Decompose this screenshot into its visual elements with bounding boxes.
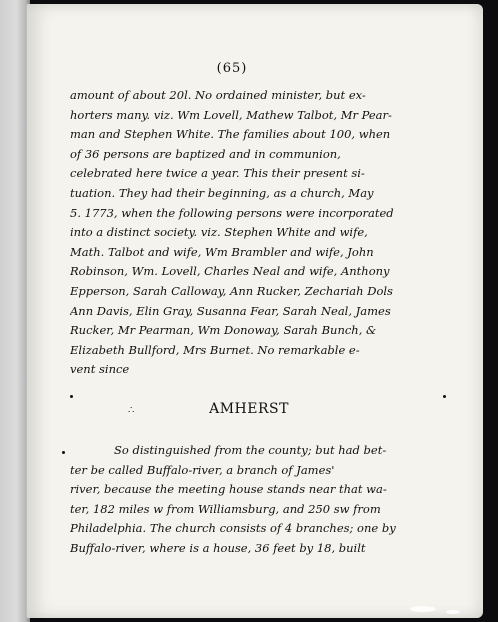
section-heading: AMHERST [209,401,289,417]
text-line: So distinguished from the county; but had bet- [114,443,387,457]
paper-scuff [410,606,436,612]
text-line: ter be called Buffalo-river, a branch of James' [70,462,335,477]
text-line: 5. 1773, when the following persons were incorporated [70,205,394,220]
text-line: amount of about 20l. No ordained minister, but ex- [70,88,366,102]
ink-dot [443,395,446,398]
text-line: Rucker, Mr Pearman, Wm Donoway, Sarah Bunch, & [70,323,377,338]
text-line: horters many. viz. Wm Lovell, Mathew Talbot, Mr Pear- [70,107,392,122]
text-line: river, because the meeting house stands near that wa- [70,482,387,497]
text-line: Robinson, Wm. Lovell, Charles Neal and wife, Anthony [70,264,390,279]
second-section-text [70,441,454,559]
text-line: Philadelphia. The church consists of 4 branches; one by [70,521,396,536]
text-line: Math. Talbot and wife, Wm Brambler and wife, John [70,244,374,259]
page-number: (65) [216,61,248,76]
ink-dot [70,395,73,398]
text-line: Epperson, Sarah Calloway, Ann Rucker, Zechariah Dols [70,283,393,298]
text-line: into a distinct society. viz. Stephen White and wife, [70,225,368,240]
text-line: of 36 persons are baptized and in communion, [70,146,341,161]
text-line: man and Stephen White. The families about 100, when [70,127,391,142]
text-line: Buffalo-river, where is a house, 36 feet by 18, built [70,540,366,555]
text-line: Ann Davis, Elin Gray, Susanna Fear, Sarah Neal, James [70,303,391,318]
paper-scuff [446,610,460,614]
first-section-text [70,86,454,380]
text-line: vent since [70,362,130,377]
text-line: Elizabeth Bullford, Mrs Burnet. No remarkable e- [70,342,360,357]
text-line: ter, 182 miles w from Williamsburg, and 250 sw from [70,501,381,516]
margin-mark: ∴ [128,405,135,416]
ink-dot [62,451,65,454]
text-line: celebrated here twice a year. This their present si- [70,166,365,181]
text-line: tuation. They had their beginning, as a church, May [70,185,374,200]
